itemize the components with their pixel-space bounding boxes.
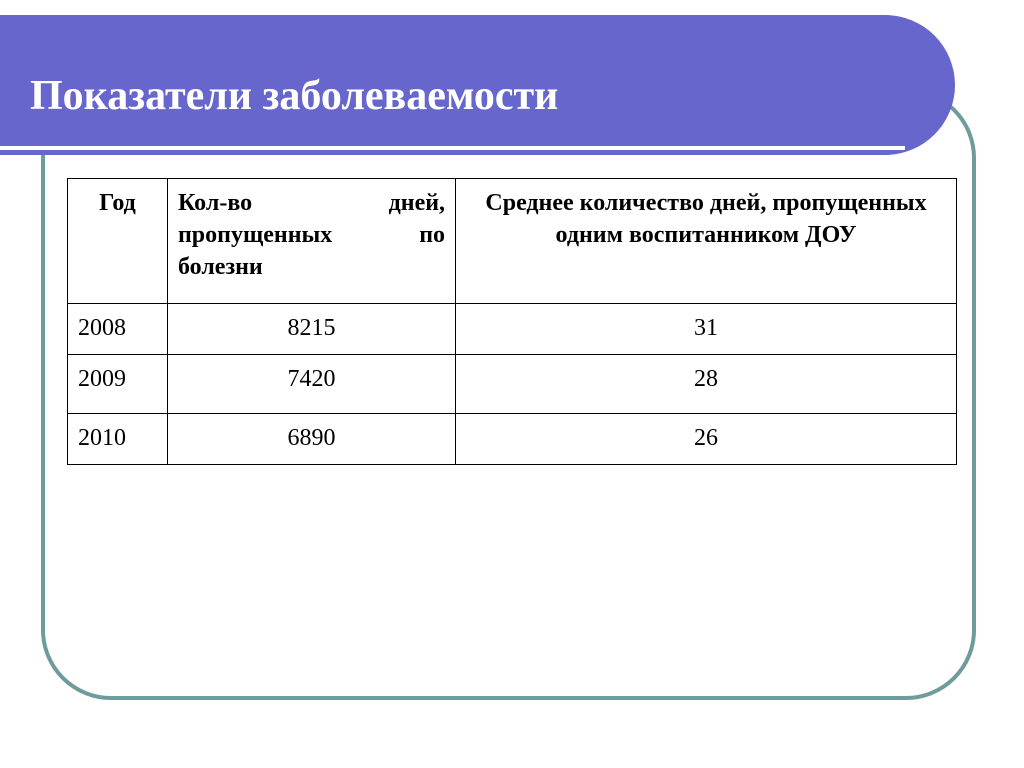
cell-year: 2009	[68, 355, 168, 414]
morbidity-table	[67, 178, 957, 465]
cell-avg-days: 28	[456, 355, 957, 414]
header-avg-days: Среднее количество дней, пропущенных одним воспитанником ДОУ	[456, 179, 957, 304]
cell-days-missed: 7420	[167, 355, 455, 414]
title-underline	[0, 146, 905, 150]
header-days-missed-line: пропущенных по	[177, 222, 446, 248]
header-year: Год	[68, 179, 168, 304]
table-row	[68, 355, 957, 414]
header-days-missed-line: Кол-во дней,	[177, 190, 446, 216]
cell-year: 2008	[68, 304, 168, 355]
cell-days-missed: 8215	[167, 304, 455, 355]
header-days-missed	[167, 179, 455, 304]
cell-days-missed: 6890	[167, 414, 455, 465]
table-row	[68, 414, 957, 465]
cell-avg-days: 31	[456, 304, 957, 355]
cell-year: 2010	[68, 414, 168, 465]
cell-avg-days: 26	[456, 414, 957, 465]
slide-title: Показатели заболеваемости	[30, 73, 559, 119]
table-header-row	[68, 179, 957, 304]
table-row	[68, 304, 957, 355]
header-days-missed-line: болезни	[177, 254, 263, 280]
